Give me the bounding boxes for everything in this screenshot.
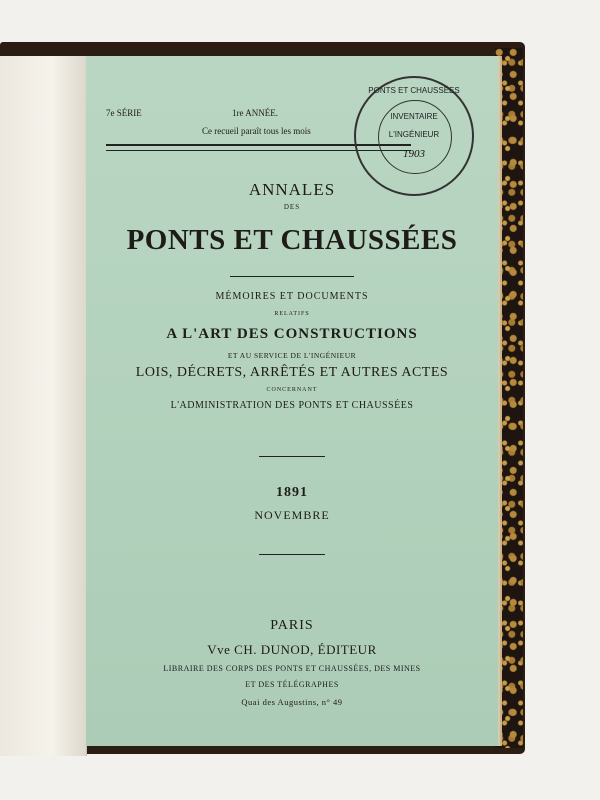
stamp-line-2: L'INGÉNIEUR <box>388 130 440 139</box>
issue-month: NOVEMBRE <box>254 508 330 522</box>
stamp-line-1: INVENTAIRE <box>390 112 438 121</box>
title-des: DES <box>283 203 301 211</box>
subtitle-lois: LOIS, DÉCRETS, ARRÊTÉS ET AUTRES ACTES <box>135 365 449 380</box>
journal-cover <box>86 56 498 746</box>
subtitle-service: ET AU SERVICE DE L'INGÉNIEUR <box>227 351 357 360</box>
main-title: PONTS ET CHAUSSÉES <box>126 224 458 256</box>
subtitle-concernant: CONCERNANT <box>266 387 318 393</box>
library-stamp <box>354 76 474 196</box>
rule-before-date <box>259 456 325 457</box>
subtitle-art: A L'ART DES CONSTRUCTIONS <box>166 326 418 342</box>
subtitle-relatifs: RELATIFS <box>274 311 310 317</box>
imprint-editor: Vve CH. DUNOD, ÉDITEUR <box>207 642 377 657</box>
frequency-label: Ce recueil paraît tous les mois <box>202 126 311 136</box>
subtitle-memoires: MÉMOIRES ET DOCUMENTS <box>215 291 369 302</box>
endpaper <box>0 56 87 756</box>
imprint-librarian: LIBRAIRE DES CORPS DES PONTS ET CHAUSSÉES, DES MINES <box>163 664 421 673</box>
imprint-city: PARIS <box>270 618 314 633</box>
imprint-telegraphs: ET DES TÉLÉGRAPHES <box>245 680 339 689</box>
stamp-handwritten-number: 1903 <box>403 148 425 160</box>
rule-after-date <box>259 554 325 555</box>
marbled-edge <box>495 48 523 748</box>
title-rule <box>230 276 354 277</box>
subtitle-administration: L'ADMINISTRATION DES PONTS ET CHAUSSÉES <box>170 400 414 411</box>
stamp-ring-text: PONTS ET CHAUSSÉES <box>368 86 460 95</box>
series-label: 7e SÉRIE <box>106 108 142 118</box>
issue-year: 1891 <box>276 485 308 500</box>
year-number-label: 1re ANNÉE. <box>232 108 278 118</box>
imprint-address: Quai des Augustins, n° 49 <box>241 697 343 707</box>
title-annales: ANNALES <box>248 180 336 199</box>
